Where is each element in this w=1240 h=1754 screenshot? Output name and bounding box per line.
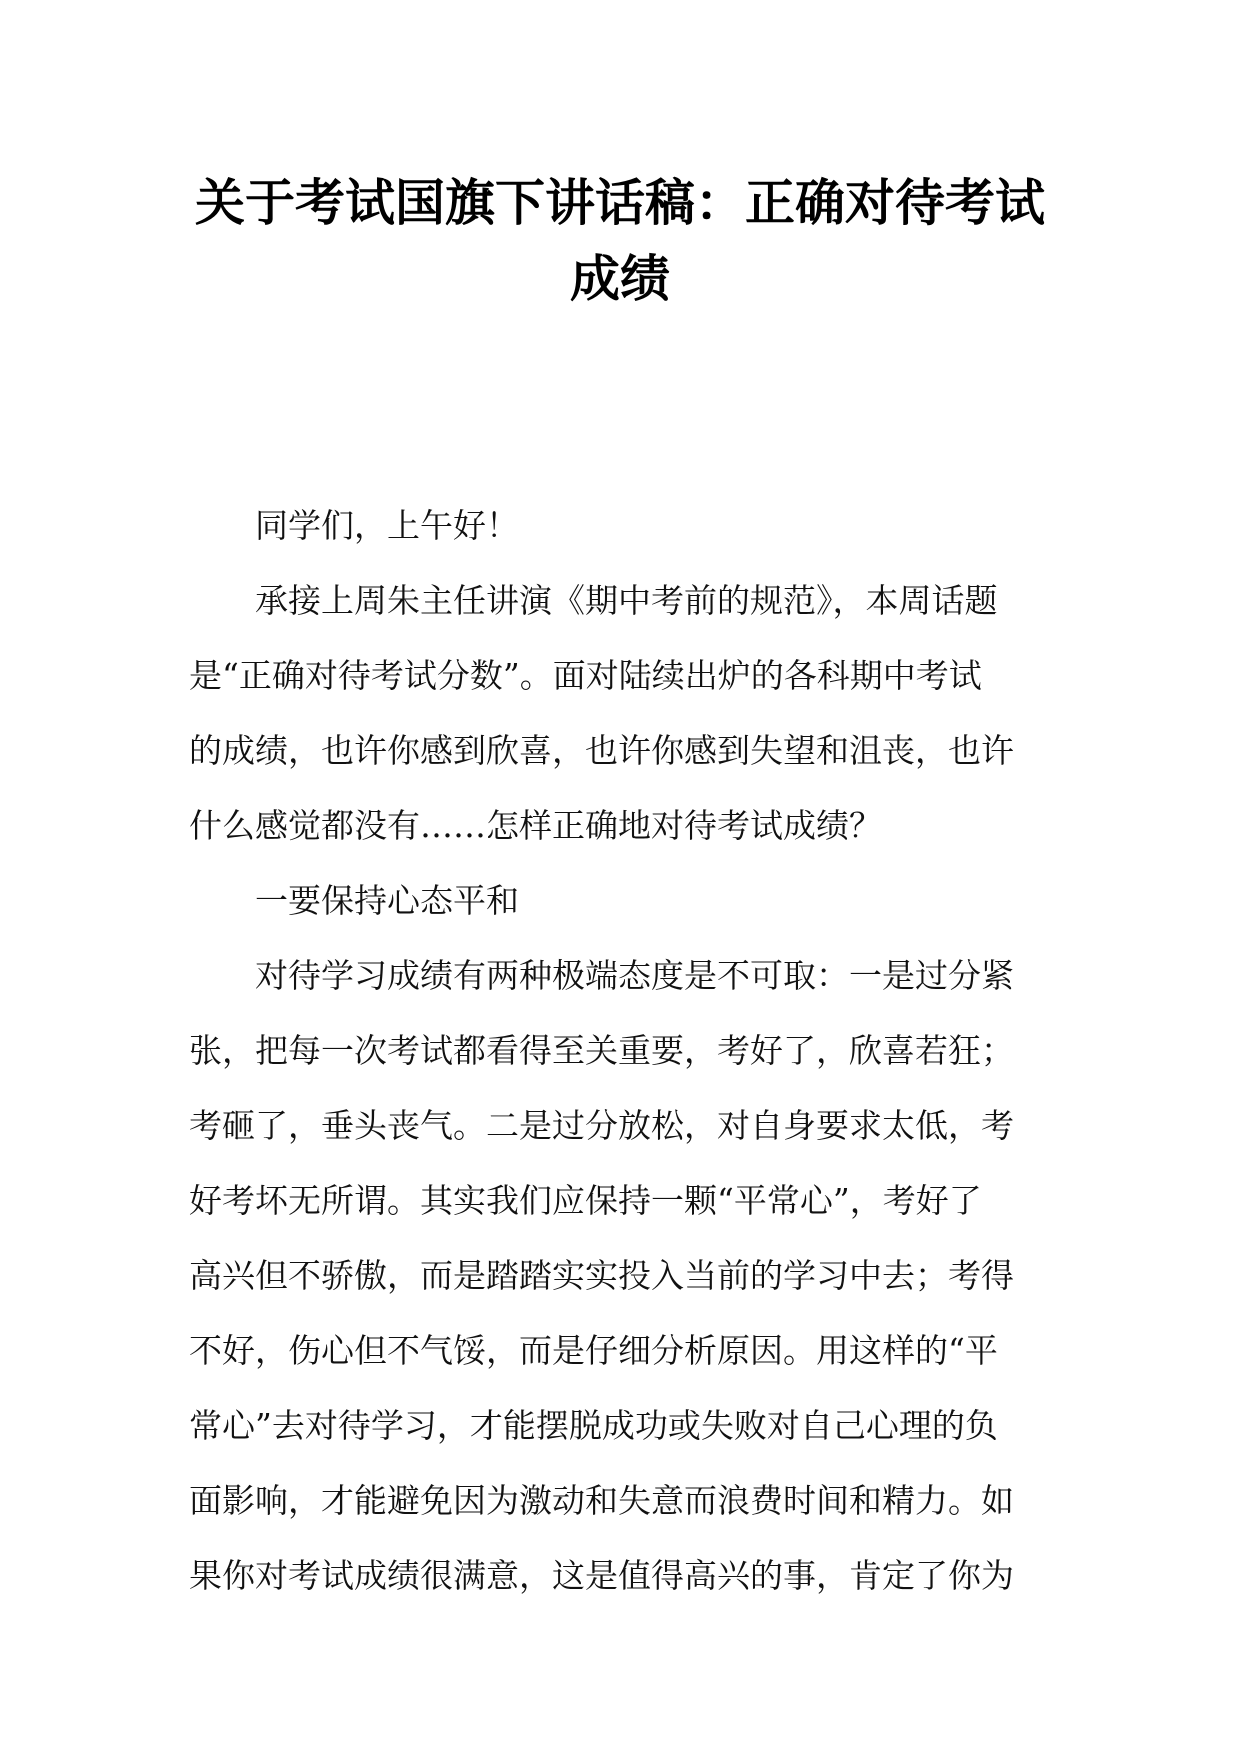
paragraph-1-line: 承接上周朱主任讲演《期中考前的规范》，本周话题 bbox=[255, 581, 998, 620]
paragraph-1 bbox=[189, 563, 1057, 863]
section-heading: 一要保持心态平和 bbox=[255, 881, 519, 920]
paragraph-2-line: 果你对考试成绩很满意，这是值得高兴的事，肯定了你为 bbox=[189, 1556, 1014, 1595]
greeting: 同学们，上午好！ bbox=[255, 506, 519, 545]
document-title-line-2: 成绩 bbox=[570, 250, 670, 308]
paragraph-2-line: 考砸了，垂头丧气。二是过分放松，对自身要求太低，考 bbox=[189, 1106, 1014, 1145]
paragraph-1-line: 的成绩，也许你感到欣喜，也许你感到失望和沮丧，也许 bbox=[189, 731, 1014, 770]
paragraph-1-line: 是“正确对待考试分数”。面对陆续出炉的各科期中考试 bbox=[189, 656, 982, 695]
paragraph-2-line: 张，把每一次考试都看得至关重要，考好了，欣喜若狂； bbox=[189, 1031, 1014, 1070]
paragraph-2-line: 不好，伤心但不气馁，而是仔细分析原因。用这样的“平 bbox=[189, 1331, 998, 1370]
paragraph-2-line: 高兴但不骄傲，而是踏踏实实投入当前的学习中去；考得 bbox=[189, 1256, 1014, 1295]
paragraph-2-line: 面影响，才能避免因为激动和失意而浪费时间和精力。如 bbox=[189, 1481, 1014, 1520]
document-title-line-1: 关于考试国旗下讲话稿：正确对待考试 bbox=[195, 174, 1045, 232]
paragraph-2-line: 常心”去对待学习，才能摆脱成功或失败对自己心理的负 bbox=[189, 1406, 998, 1445]
document-body bbox=[189, 488, 1057, 1613]
paragraph-2 bbox=[189, 938, 1057, 1613]
paragraph-2-line: 好考坏无所谓。其实我们应保持一颗“平常心”，考好了 bbox=[189, 1181, 982, 1220]
paragraph-2-line: 对待学习成绩有两种极端态度是不可取：一是过分紧 bbox=[255, 956, 1014, 995]
paragraph-1-line: 什么感觉都没有……怎样正确地对待考试成绩？ bbox=[189, 806, 882, 845]
